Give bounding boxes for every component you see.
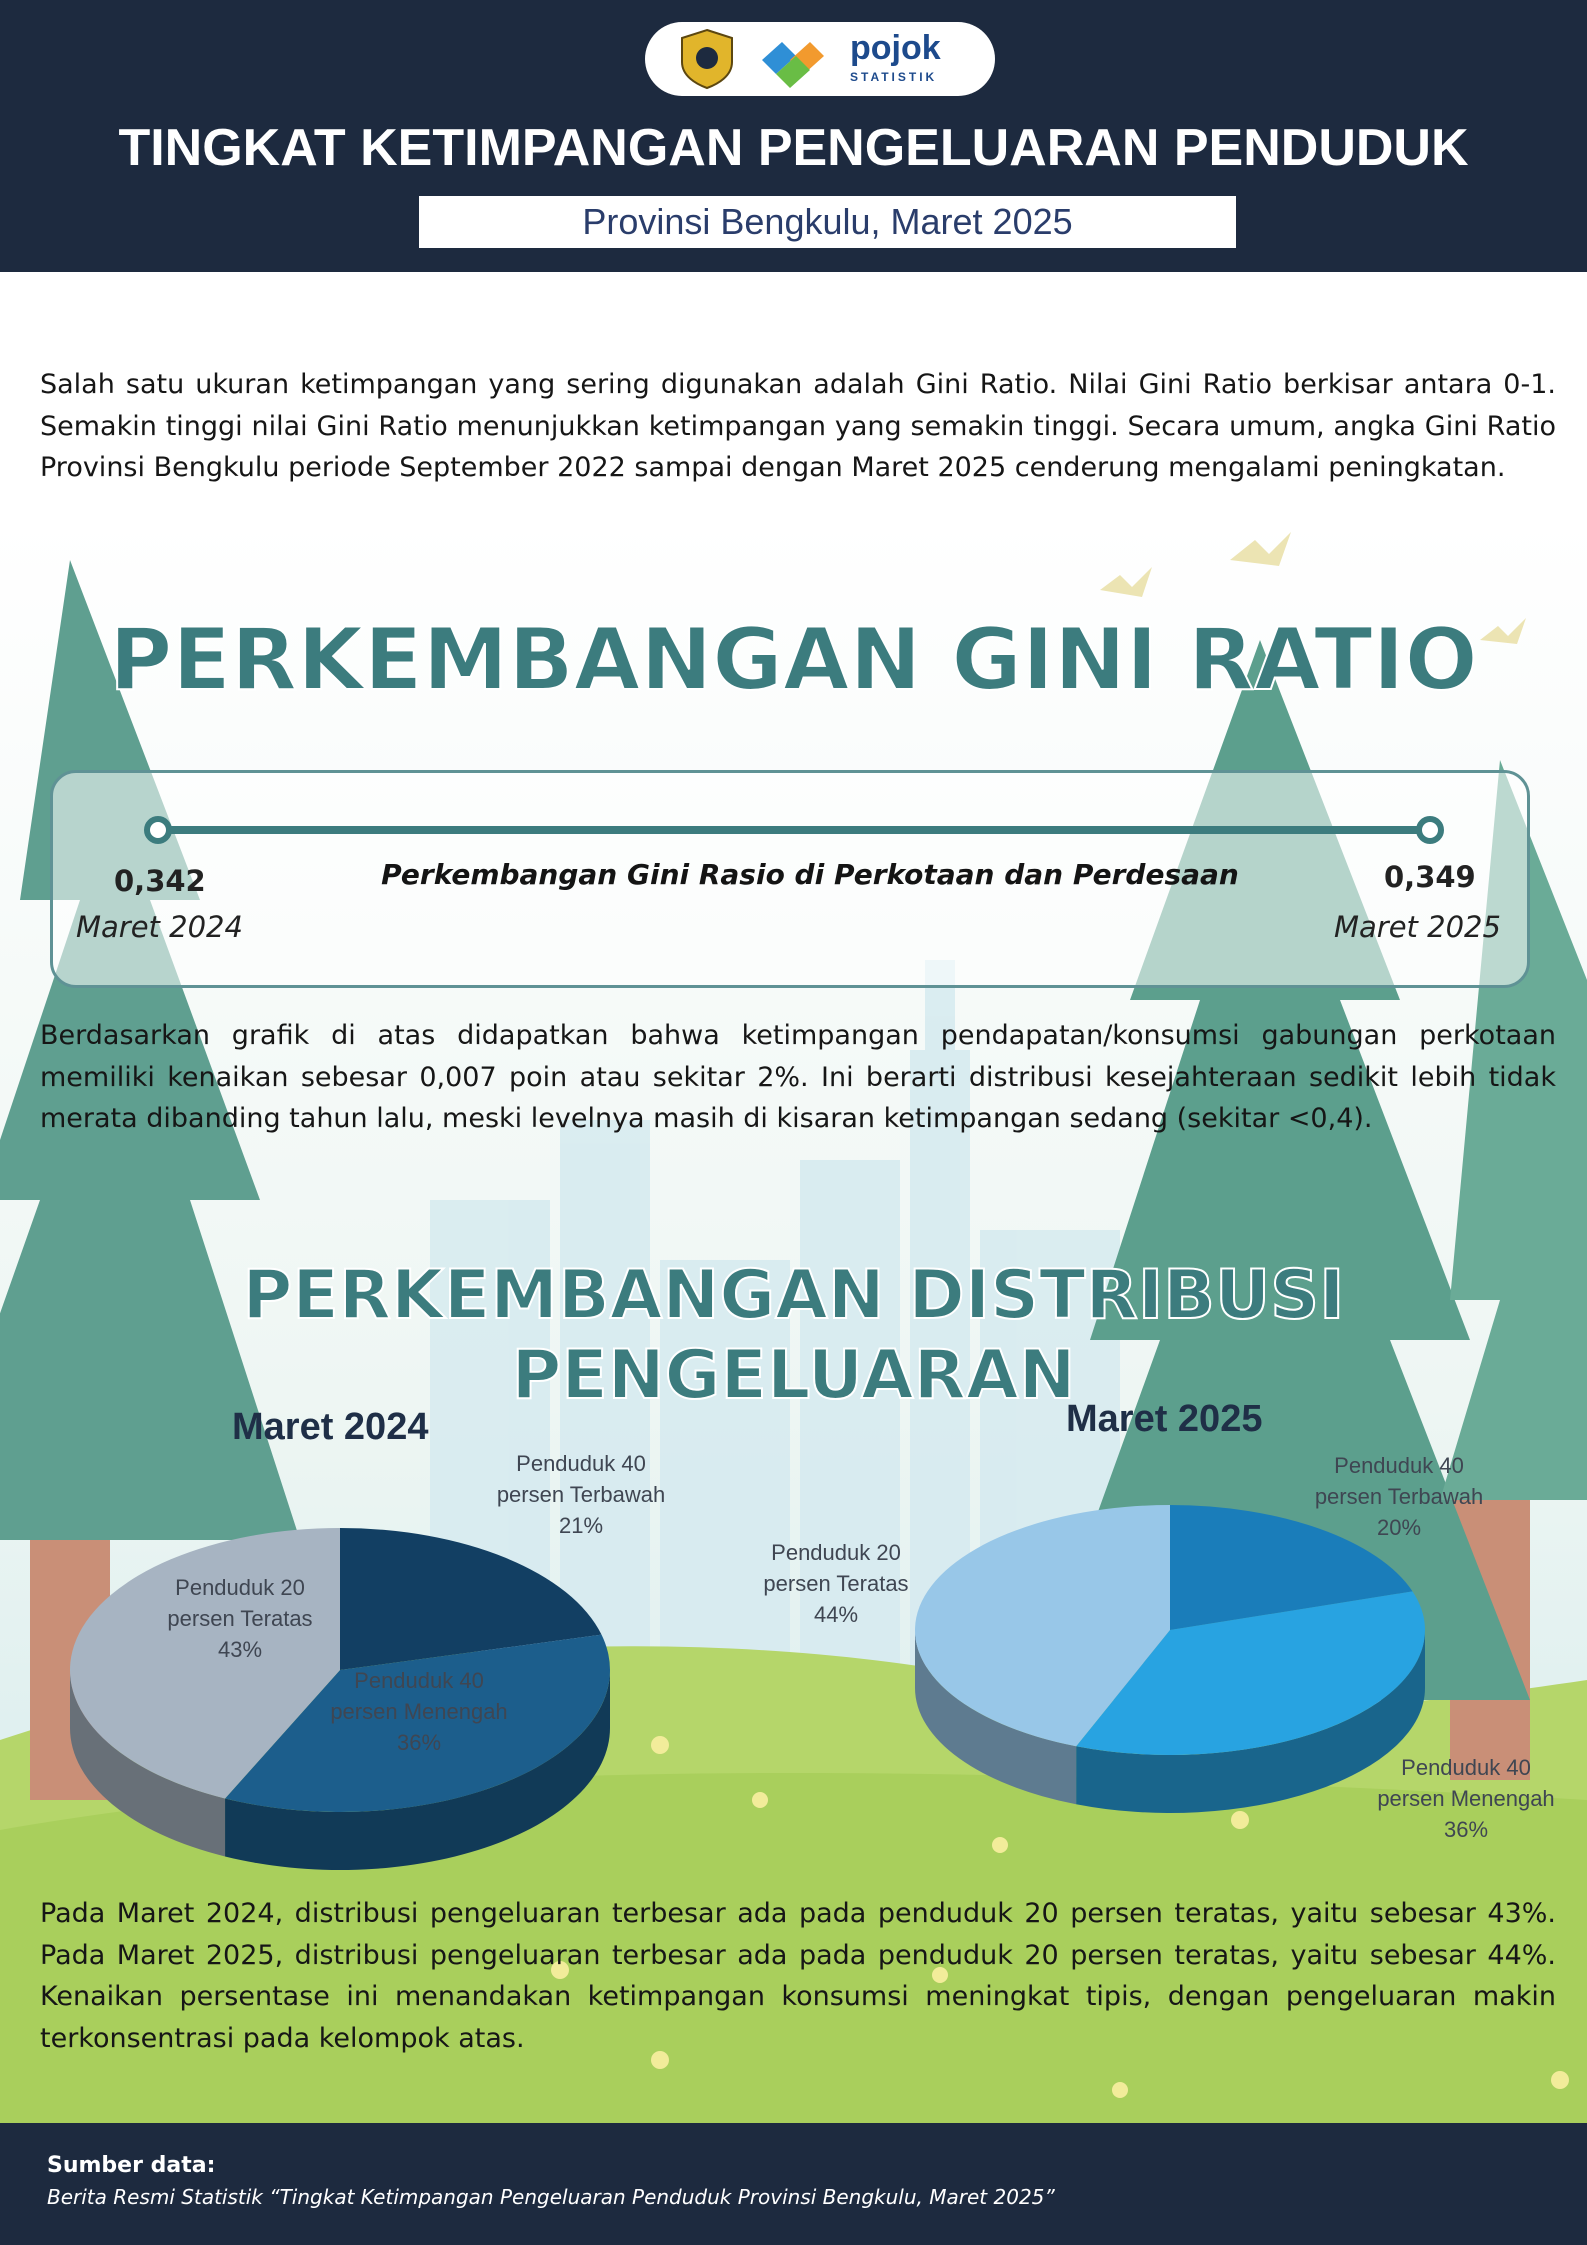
pie-chart-2025 [900, 1500, 1440, 1830]
label-line: persen Teratas [763, 1571, 909, 1596]
label-line: persen Teratas [167, 1606, 313, 1631]
gini-end-value: 0,349 [1384, 860, 1476, 894]
gini-start-date: Maret 2024 [76, 910, 243, 944]
gini-start-value: 0,342 [114, 864, 206, 898]
timeline-start-dot [147, 819, 169, 841]
label-line: persen Menengah [330, 1699, 508, 1724]
emblem-logo-icon [678, 28, 736, 90]
footer-source-text: Berita Resmi Statistik “Tingkat Ketimpangan Pengeluaran Penduduk Provinsi Bengkulu, Maret 2025” [47, 2185, 1055, 2209]
label-line: Penduduk 20 [175, 1575, 305, 1600]
logo-subtitle: STATISTIK [850, 70, 938, 84]
gini-end-date: Maret 2025 [1334, 910, 1501, 944]
pie-2024-label-top20 [135, 1572, 345, 1665]
label-line: Penduduk 20 [771, 1540, 901, 1565]
label-line: Penduduk 40 [1334, 1453, 1464, 1478]
footer-bar [0, 2123, 1587, 2245]
label-line: Penduduk 40 [354, 1668, 484, 1693]
distribution-paragraph: Pada Maret 2024, distribusi pengeluaran terbesar ada pada penduduk 20 persen teratas, yaitu sebesar 43%. Pada Maret 2025, distribusi pengeluaran terbesar ada pada penduduk 20 persen teratas, yaitu sebesar 44%. Kenaikan persentase ini menandakan ketimpangan konsumsi meningkat tipis, dengan pengeluaran makin terkonsentrasi pada kelompok atas. [40, 1898, 1556, 2054]
label-line: persen Terbawah [496, 1482, 666, 1507]
label-pct: 43% [217, 1637, 263, 1662]
timeline-end-dot [1419, 819, 1441, 841]
pie-2024-title: Maret 2024 [232, 1406, 429, 1448]
label-pct: 21% [558, 1513, 604, 1538]
pie-2025-label-top20 [731, 1537, 941, 1630]
label-pct: 20% [1376, 1515, 1422, 1540]
label-line: persen Menengah [1377, 1786, 1555, 1811]
intro-paragraph: Salah satu ukuran ketimpangan yang sering digunakan adalah Gini Ratio. Nilai Gini Ratio berkisar antara 0-1. Semakin tinggi nilai Gini Ratio menunjukkan ketimpangan yang semakin tinggi. Secara umum, angka Gini Ratio Provinsi Bengkulu periode September 2022 sampai dengan Maret 2025 cenderung mengalami peningkatan. [40, 369, 1556, 483]
gini-paragraph: Berdasarkan grafik di atas didapatkan bahwa ketimpangan pendapatan/konsumsi gabungan perkotaan memiliki kenaikan sebesar 0,007 poin atau sekitar 2%. Ini berarti distribusi kesejahteraan sedikit lebih tidak merata dibanding tahun lalu, meski levelnya masih di kisaran ketimpangan sedang (sekitar <0,4). [40, 1020, 1556, 1134]
label-pct: 44% [813, 1602, 859, 1627]
label-pct: 36% [1443, 1817, 1489, 1842]
footer-source-label: Sumber data: [47, 2153, 216, 2178]
label-line: persen Terbawah [1314, 1484, 1484, 1509]
pie-2025-label-middle40 [1361, 1752, 1571, 1845]
distribution-heading: PERKEMBANGAN DISTRIBUSI PENGELUARAN [242, 1256, 1345, 1415]
label-pct: 36% [396, 1730, 442, 1755]
label-line: Penduduk 40 [516, 1451, 646, 1476]
gini-heading: PERKEMBANGAN GINI RATIO [109, 610, 1478, 710]
gini-timeline [140, 810, 1450, 850]
page-subtitle: Provinsi Bengkulu, Maret 2025 [419, 196, 1236, 248]
gini-caption: Perkembangan Gini Rasio di Perkotaan dan Perdesaan [381, 858, 1239, 891]
pie-2024-label-middle40 [314, 1665, 524, 1758]
bps-logo-icon [756, 30, 836, 90]
label-line: Penduduk 40 [1401, 1755, 1531, 1780]
pie-2025-label-bottom40 [1294, 1450, 1504, 1543]
logo-name: pojok [850, 29, 941, 67]
pie-2025-title: Maret 2025 [1066, 1398, 1263, 1440]
page-title: TINGKAT KETIMPANGAN PENGELUARAN PENDUDUK [118, 119, 1469, 177]
pie-2024-label-bottom40 [476, 1448, 686, 1541]
